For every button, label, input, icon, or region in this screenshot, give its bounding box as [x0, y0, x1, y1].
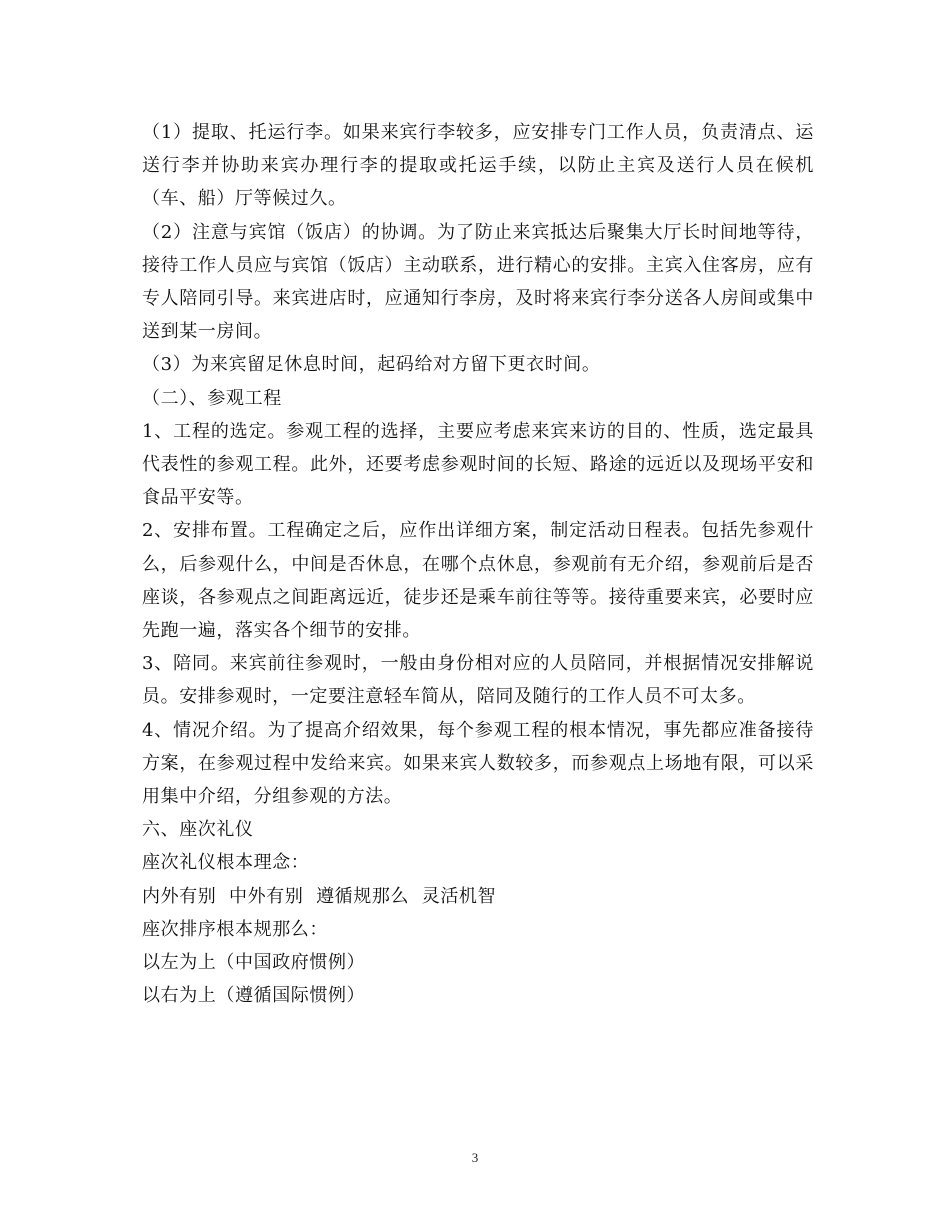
paragraph-accompany: 3、陪同。来宾前往参观时，一般由身份相对应的人员陪同，并根据情况安排解说员。安排参观时，一定要注意轻车简从，陪同及随行的工作人员不可太多。 — [142, 653, 814, 708]
paragraph-hotel-coordination: （2）注意与宾馆（饭店）的协调。为了防止来宾抵达后聚集大厅长时间地等待，接待工作人员应与宾馆（饭店）主动联系，进行精心的安排。主宾入住客房，应有专人陪同引导。来宾进店时，应通知行李房，及时将来宾行李分送各人房间或集中送到某一房间。 — [142, 221, 814, 343]
paragraph-introduction: 4、情况介绍。为了提高介绍效果，每个参观工程的根本情况，事先都应准备接待方案，在参观过程中发给来宾。如果来宾人数较多，而参观点上场地有限，可以采用集中介绍，分组参观的方法。 — [142, 719, 814, 808]
rule-left-superior: 以左为上（中国政府惯例） — [142, 952, 366, 974]
seating-concept-list: 内外有别 中外有别 遵循规那么 灵活机智 — [142, 885, 497, 907]
section-heading-seating-etiquette: 六、座次礼仪 — [142, 819, 254, 841]
page-number: 3 — [471, 1150, 479, 1165]
section-heading-visit-projects: （二）、参观工程 — [142, 387, 282, 409]
seating-rules-heading: 座次排序根本规那么： — [142, 918, 328, 940]
seating-concept-heading: 座次礼仪根本理念： — [142, 852, 310, 874]
paragraph-arrangement: 2、安排布置。工程确定之后，应作出详细方案，制定活动日程表。包括先参观什么，后参观什么，中间是否休息，在哪个点休息，参观前有无介绍，参观前后是否座谈，各参观点之间距离远近，徒步还是乘车前往等等。接待重要来宾，必要时应先跑一遍，落实各个细节的安排。 — [142, 520, 814, 642]
paragraph-rest-time: （3）为来宾留足休息时间，起码给对方留下更衣时间。 — [142, 354, 601, 376]
rule-right-superior: 以右为上（遵循国际惯例） — [142, 985, 366, 1007]
document-body — [142, 116, 814, 1012]
paragraph-project-selection: 1、工程的选定。参观工程的选择，主要应考虑来宾来访的目的、性质，选定最具代表性的参观工程。此外，还要考虑参观时间的长短、路途的远近以及现场平安和食品平安等。 — [142, 420, 814, 509]
paragraph-luggage: （1）提取、托运行李。如果来宾行李较多，应安排专门工作人员，负责清点、运送行李并协助来宾办理行李的提取或托运手续，以防止主宾及送行人员在候机（车、船）厅等候过久。 — [142, 122, 814, 210]
